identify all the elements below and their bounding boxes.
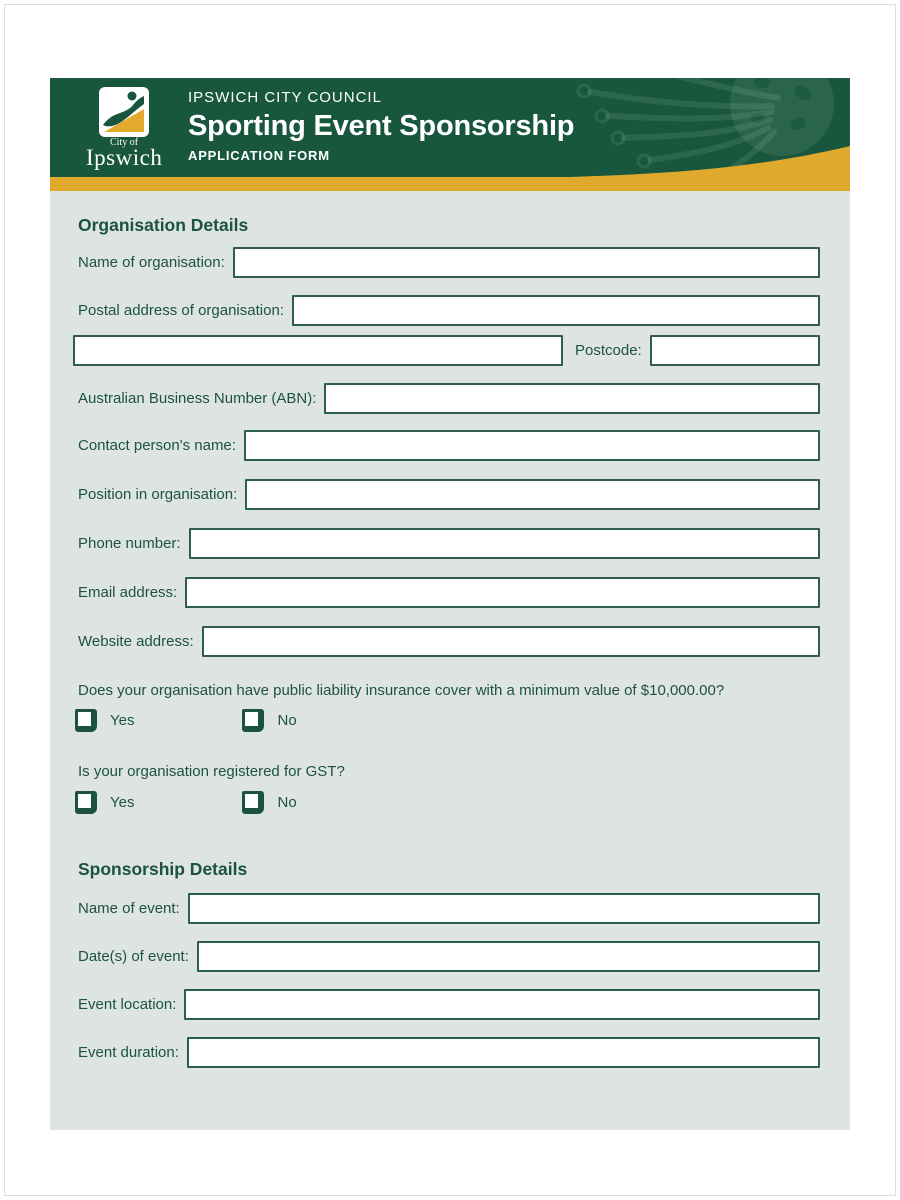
liability-yes-option[interactable] (75, 709, 134, 732)
gold-bar (50, 177, 850, 191)
ipswich-logo-icon (99, 87, 149, 137)
question-gst-options (75, 791, 820, 814)
abn-label: Australian Business Number (ABN): (78, 390, 317, 407)
website-label: Website address: (78, 633, 194, 650)
question-gst: Is your organisation registered for GST? (78, 763, 345, 780)
field-row-abn (78, 383, 820, 414)
abn-input[interactable] (324, 383, 820, 414)
checkbox-icon[interactable] (242, 791, 264, 814)
yes-label: Yes (110, 712, 135, 729)
field-row-event-duration (78, 1037, 820, 1068)
organisation-name-label: Name of organisation: (78, 254, 225, 271)
header-text (188, 89, 574, 163)
postcode-input[interactable] (650, 335, 820, 366)
liability-no-option[interactable] (242, 709, 296, 732)
field-row-phone (78, 528, 820, 559)
event-dates-label: Date(s) of event: (78, 948, 189, 965)
logo-city-of-text: City of (109, 137, 139, 148)
event-dates-input[interactable] (197, 941, 820, 972)
form-header (50, 78, 850, 177)
field-row-event-name (78, 893, 820, 924)
website-input[interactable] (202, 626, 820, 657)
field-row-postal-address (78, 295, 820, 326)
organisation-name-input[interactable] (233, 247, 820, 278)
form-subtitle: APPLICATION FORM (188, 148, 330, 163)
field-row-contact-name (78, 430, 820, 461)
yes-label: Yes (110, 794, 135, 811)
question-public-liability-options (75, 709, 820, 732)
event-duration-input[interactable] (187, 1037, 820, 1068)
event-duration-label: Event duration: (78, 1044, 179, 1061)
field-row-email (78, 577, 820, 608)
contact-name-label: Contact person's name: (78, 437, 236, 454)
contact-name-input[interactable] (244, 430, 820, 461)
checkbox-icon[interactable] (75, 791, 97, 814)
form-body (50, 191, 850, 1130)
phone-label: Phone number: (78, 535, 181, 552)
council-logo (86, 87, 162, 169)
postal-address-line2-input[interactable] (73, 335, 563, 366)
position-label: Position in organisation: (78, 486, 238, 503)
no-label: No (277, 712, 297, 729)
question-public-liability: Does your organisation have public liability insurance cover with a minimum value of $10,000.00? (78, 682, 725, 699)
field-row-postal-address-line2 (73, 335, 820, 366)
postal-address-label: Postal address of organisation: (78, 302, 284, 319)
logo-ipswich-text: Ipswich (86, 145, 163, 170)
field-row-position (78, 479, 820, 510)
gst-no-option[interactable] (242, 791, 296, 814)
gold-swoosh (570, 78, 850, 177)
gst-yes-option[interactable] (75, 791, 134, 814)
postal-address-input[interactable] (292, 295, 820, 326)
council-name: IPSWICH CITY COUNCIL (188, 89, 382, 106)
email-label: Email address: (78, 584, 178, 601)
event-name-label: Name of event: (78, 900, 180, 917)
checkbox-icon[interactable] (242, 709, 264, 732)
field-row-organisation-name (78, 247, 820, 278)
event-name-input[interactable] (188, 893, 820, 924)
email-input[interactable] (185, 577, 820, 608)
section-heading-sponsorship: Sponsorship Details (78, 859, 248, 879)
field-row-event-location (78, 989, 820, 1020)
position-input[interactable] (245, 479, 820, 510)
field-row-website (78, 626, 820, 657)
event-location-input[interactable] (184, 989, 820, 1020)
checkbox-icon[interactable] (75, 709, 97, 732)
event-location-label: Event location: (78, 996, 177, 1013)
field-row-event-dates (78, 941, 820, 972)
no-label: No (277, 794, 297, 811)
section-heading-organisation: Organisation Details (78, 215, 249, 235)
phone-input[interactable] (189, 528, 820, 559)
postcode-label: Postcode: (575, 342, 642, 359)
form-title: Sporting Event Sponsorship (188, 110, 575, 142)
